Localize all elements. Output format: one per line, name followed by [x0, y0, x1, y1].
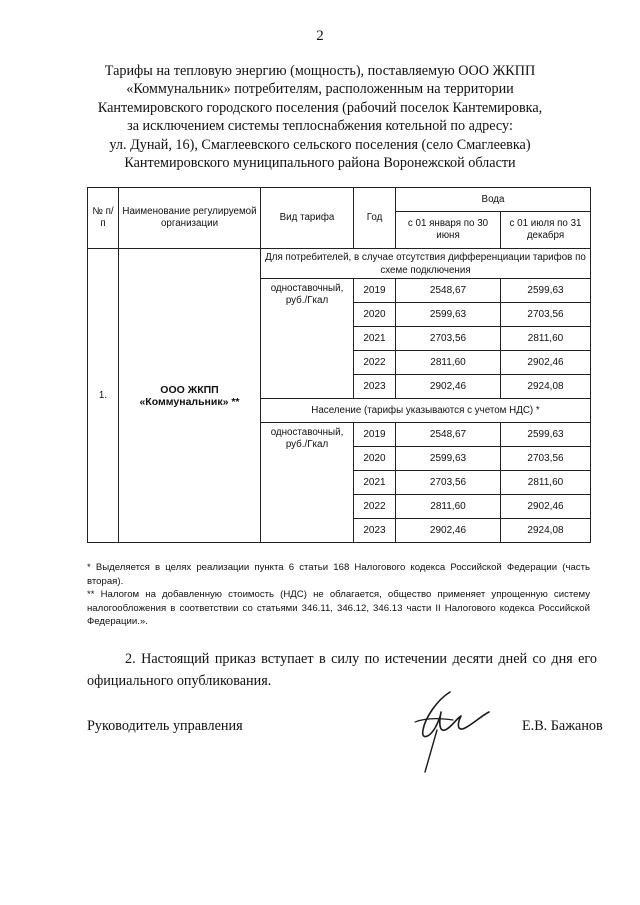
title-line: ул. Дунай, 16), Смаглеевского сельского поселения (село Смаглеевка): [109, 136, 531, 153]
value-cell: 2902,46: [501, 495, 591, 519]
header-half-2: с 01 июля по 31 декабря: [501, 212, 591, 249]
value-cell: 2599,63: [501, 279, 591, 303]
header-organization: Наименование регулируемой организации: [119, 188, 261, 249]
value-cell: 2811,60: [501, 327, 591, 351]
signer-name: Е.В. Бажанов: [522, 718, 603, 734]
footnote-tax-system: ** Налогом на добавленную стоимость (НДС) не облагается, общество применяет упрощенную систему налогообложения в соответствии со статьями 346.11, 346.12, 346.13 части II Налогового кодекса Российской Федерации.».: [87, 589, 590, 627]
header-water: Вода: [396, 188, 591, 212]
title-line: Кантемировского городского поселения (рабочий поселок Кантемировка,: [97, 99, 543, 116]
value-cell: 2703,56: [396, 471, 501, 495]
header-num: № п/п: [88, 188, 119, 249]
value-cell: 2811,60: [396, 351, 501, 375]
tariff-type: одноставочный, руб./Гкал: [261, 423, 354, 543]
title-line: «Коммунальник» потребителям, расположенным на территории: [126, 81, 514, 98]
value-cell: 2902,46: [396, 375, 501, 399]
section-label: Население (тарифы указываются с учетом НДС) *: [261, 399, 591, 423]
title-line: за исключением системы теплоснабжения котельной по адресу:: [127, 118, 513, 135]
title-line: Тарифы на тепловую энергию (мощность), поставляемую ООО ЖКПП: [104, 63, 536, 79]
year-cell: 2021: [354, 471, 396, 495]
value-cell: 2902,46: [396, 519, 501, 543]
tariff-table: [87, 187, 591, 543]
value-cell: 2703,56: [501, 303, 591, 327]
value-cell: 2599,63: [501, 423, 591, 447]
tariff-type: одноставочный, руб./Гкал: [261, 279, 354, 399]
footnote-vat: * Выделяется в целях реализации пункта 6 статьи 168 Налогового кодекса Российской Федерации (часть вторая).: [87, 562, 590, 587]
year-cell: 2022: [354, 495, 396, 519]
organization-name: ООО ЖКПП «Коммунальник» **: [119, 249, 261, 543]
title-line: Кантемировского муниципального района Воронежской области: [124, 155, 516, 172]
year-cell: 2021: [354, 327, 396, 351]
value-cell: 2924,08: [501, 375, 591, 399]
row-number: 1.: [88, 249, 119, 543]
year-cell: 2023: [354, 375, 396, 399]
value-cell: 2703,56: [396, 327, 501, 351]
value-cell: 2548,67: [396, 423, 501, 447]
year-cell: 2020: [354, 447, 396, 471]
value-cell: 2599,63: [396, 447, 501, 471]
value-cell: 2548,67: [396, 279, 501, 303]
section-label: Для потребителей, в случае отсутствия дифференциации тарифов по схеме подключения: [261, 249, 591, 279]
signature-image: [395, 688, 495, 774]
page-number: 2: [316, 28, 324, 44]
year-cell: 2020: [354, 303, 396, 327]
value-cell: 2703,56: [501, 447, 591, 471]
value-cell: 2599,63: [396, 303, 501, 327]
header-year: Год: [354, 188, 396, 249]
clause-paragraph: 2. Настоящий приказ вступает в силу по истечении десяти дней со дня его официального опубликования.: [87, 651, 597, 689]
header-tariff-type: Вид тарифа: [261, 188, 354, 249]
value-cell: 2924,08: [501, 519, 591, 543]
year-cell: 2019: [354, 279, 396, 303]
header-half-1: с 01 января по 30 июня: [396, 212, 501, 249]
document-title: [70, 62, 570, 172]
year-cell: 2019: [354, 423, 396, 447]
value-cell: 2902,46: [501, 351, 591, 375]
value-cell: 2811,60: [501, 471, 591, 495]
year-cell: 2022: [354, 351, 396, 375]
signer-title: Руководитель управления: [87, 718, 243, 734]
value-cell: 2811,60: [396, 495, 501, 519]
year-cell: 2023: [354, 519, 396, 543]
footnotes: [87, 561, 590, 629]
